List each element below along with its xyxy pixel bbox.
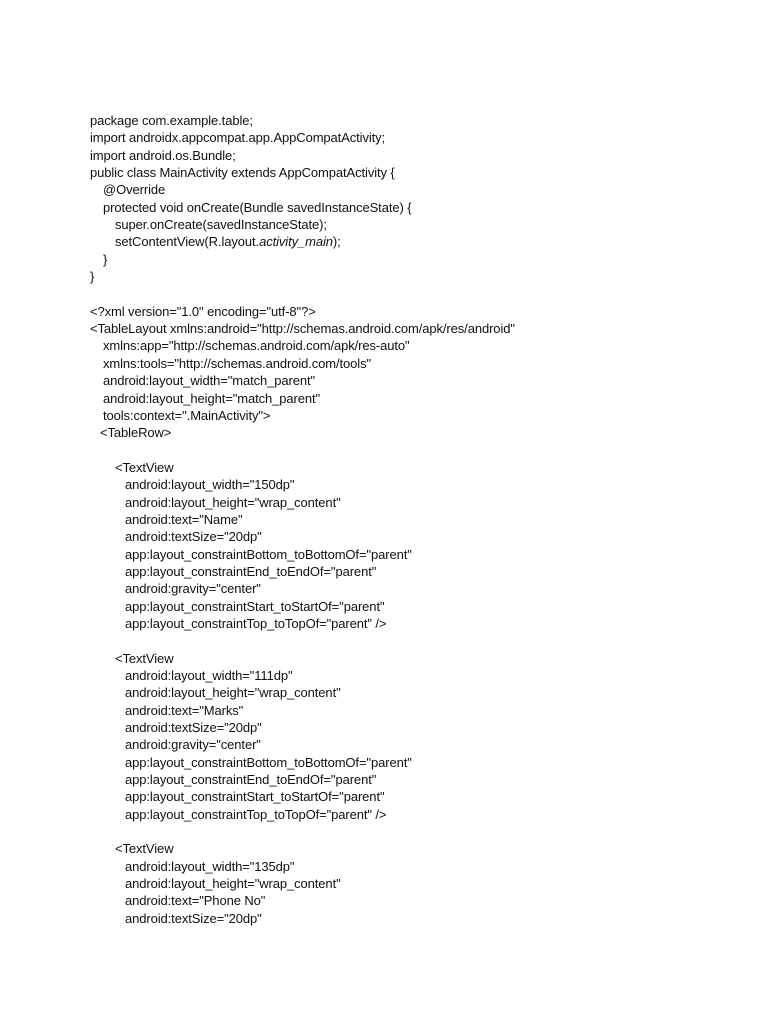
code-line: }: [103, 251, 108, 267]
code-line: android:text="Name": [125, 511, 243, 527]
code-line: import androidx.appcompat.app.AppCompatActivity;: [90, 130, 386, 146]
code-line: android:layout_width="111dp": [125, 668, 293, 683]
code-line: app:layout_constraintEnd_toEndOf="parent": [125, 772, 377, 788]
code-line: android:layout_width="135dp": [125, 858, 295, 874]
code-line: android:text="Marks": [125, 702, 244, 718]
code-line: android:layout_height="wrap_content": [125, 494, 341, 510]
code-line: android:layout_width="match_parent": [103, 373, 316, 389]
code-line: super.onCreate(savedInstanceState);: [115, 217, 327, 233]
code-line: <TextView: [115, 650, 174, 666]
code-line: <TextView: [115, 841, 174, 857]
code-line: android:textSize="20dp": [125, 529, 262, 545]
code-fragment: );: [332, 234, 341, 250]
code-line: }: [90, 269, 95, 285]
code-line: android:gravity="center": [125, 581, 261, 597]
code-listing: [90, 112, 750, 927]
code-line: <?xml version="1.0" encoding="utf-8"?>: [90, 303, 316, 319]
code-line: android:text="Phone No": [125, 893, 266, 909]
blank-line: [90, 285, 750, 302]
code-line: android:layout_height="wrap_content": [125, 685, 341, 701]
code-line: android:textSize="20dp": [125, 720, 262, 736]
code-line: <TableRow>: [100, 425, 172, 441]
code-line: app:layout_constraintTop_toTopOf="parent" />: [125, 806, 387, 822]
code-line: package com.example.table;: [90, 113, 253, 128]
code-line: protected void onCreate(Bundle savedInstanceState) {: [103, 199, 412, 215]
code-line: <TextView: [115, 459, 174, 475]
code-line: android:textSize="20dp": [125, 910, 262, 926]
code-line: import android.os.Bundle;: [90, 147, 236, 163]
code-line: app:layout_constraintEnd_toEndOf="parent": [125, 563, 377, 579]
code-line: app:layout_constraintStart_toStartOf="parent": [125, 789, 385, 805]
code-line: [90, 233, 750, 250]
code-line: app:layout_constraintBottom_toBottomOf="parent": [125, 546, 412, 562]
code-line: @Override: [103, 182, 166, 198]
code-line: public class MainActivity extends AppCompatActivity {: [90, 165, 395, 181]
code-line: xmlns:tools="http://schemas.android.com/tools": [103, 355, 372, 371]
code-line: android:gravity="center": [125, 737, 261, 753]
code-line: android:layout_width="150dp": [125, 477, 295, 493]
code-line: app:layout_constraintTop_toTopOf="parent" />: [125, 615, 387, 631]
blank-line: [90, 442, 750, 459]
code-fragment: setContentView(R.layout.: [115, 234, 260, 250]
code-fragment-italic: activity_main: [259, 234, 333, 250]
code-line: app:layout_constraintStart_toStartOf="parent": [125, 598, 385, 614]
blank-line: [90, 632, 750, 649]
code-line: android:layout_height="wrap_content": [125, 876, 341, 892]
blank-line: [90, 823, 750, 840]
code-line: app:layout_constraintBottom_toBottomOf="parent": [125, 754, 412, 770]
code-line: <TableLayout xmlns:android="http://schemas.android.com/apk/res/android": [90, 321, 515, 337]
code-line: xmlns:app="http://schemas.android.com/apk/res-auto": [103, 338, 410, 354]
code-line: tools:context=".MainActivity">: [103, 407, 271, 423]
code-line: android:layout_height="match_parent": [103, 390, 321, 406]
